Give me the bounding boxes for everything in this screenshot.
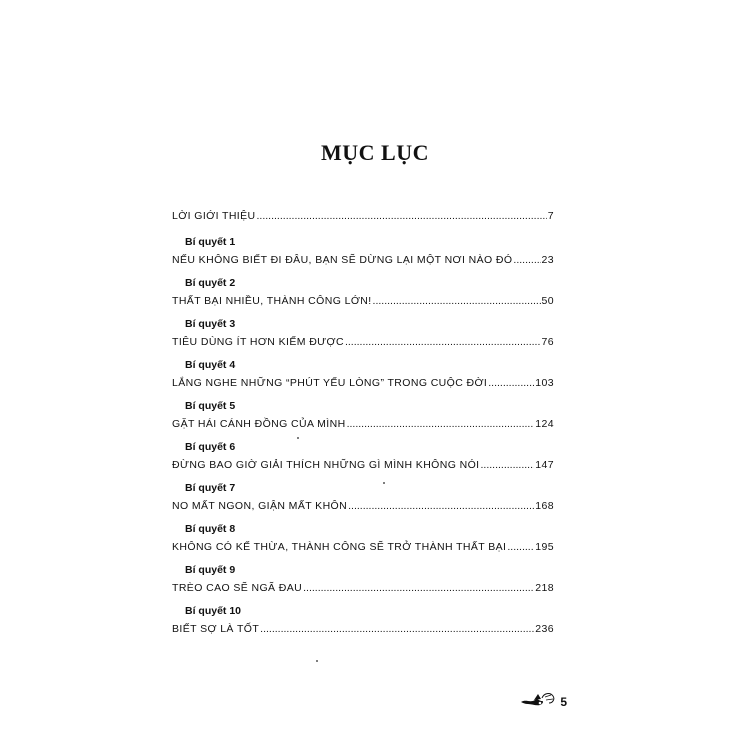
toc-entry-row[interactable]	[172, 252, 554, 268]
dot-leader	[488, 375, 534, 391]
toc-entry	[172, 318, 554, 350]
toc-entry-label: Bí quyết 10	[185, 605, 242, 617]
toc-intro-row[interactable]	[172, 208, 554, 224]
toc-entry-title: NO MẤT NGON, GIẬN MẤT KHÔN	[172, 500, 348, 512]
toc-entry-row[interactable]	[172, 621, 554, 637]
table-of-contents	[172, 208, 554, 646]
toc-entry	[172, 277, 554, 309]
toc-entry-row[interactable]	[172, 457, 554, 473]
toc-entry-title: KHÔNG CÓ KẾ THỪA, THÀNH CÔNG SẼ TRỞ THÀNH THẤT BẠI	[172, 541, 507, 553]
dot-leader	[257, 208, 547, 224]
toc-entry-title: NẾU KHÔNG BIẾT ĐI ĐÂU, BẠN SẼ DỪNG LẠI MỘT NƠI NÀO ĐÓ	[172, 254, 513, 266]
toc-entry-row[interactable]	[172, 580, 554, 596]
scan-speck	[316, 660, 318, 662]
toc-entry	[172, 523, 554, 555]
dot-leader	[507, 539, 534, 555]
toc-entry	[172, 359, 554, 391]
toc-entry-row[interactable]	[172, 375, 554, 391]
toc-entry-row[interactable]	[172, 416, 554, 432]
toc-entry-label: Bí quyết 3	[185, 318, 236, 330]
bird-ornament-icon	[520, 690, 558, 713]
toc-entry	[172, 441, 554, 473]
toc-entry-page: 103	[535, 377, 554, 389]
toc-entry-label: Bí quyết 5	[185, 400, 236, 412]
dot-leader	[480, 457, 534, 473]
dot-leader	[260, 621, 534, 637]
toc-entry	[172, 564, 554, 596]
toc-entry	[172, 236, 554, 268]
toc-entry-title: BIẾT SỢ LÀ TỐT	[172, 623, 260, 635]
dot-leader	[373, 293, 541, 309]
dot-leader	[348, 498, 534, 514]
dot-leader	[345, 334, 541, 350]
scan-speck	[383, 482, 385, 484]
dot-leader	[303, 580, 534, 596]
toc-entry-title: ĐỪNG BAO GIỜ GIẢI THÍCH NHỮNG GÌ MÌNH KHÔNG NÓI	[172, 459, 480, 471]
toc-entry-label: Bí quyết 2	[185, 277, 236, 289]
toc-entry-page: 124	[535, 418, 554, 430]
toc-entry-label: Bí quyết 1	[185, 236, 236, 248]
toc-entry-row[interactable]	[172, 498, 554, 514]
toc-entry-row[interactable]	[172, 293, 554, 309]
scan-speck	[297, 437, 299, 439]
toc-entry-row[interactable]	[172, 334, 554, 350]
toc-entry-page: 50	[541, 295, 554, 307]
page-number: 5	[560, 694, 567, 709]
dot-leader	[513, 252, 540, 268]
toc-entry	[172, 605, 554, 637]
toc-intro-title: LỜI GIỚI THIỆU	[172, 210, 256, 222]
toc-entries	[172, 236, 554, 637]
toc-entry-title: GẶT HÁI CÁNH ĐỒNG CỦA MÌNH	[172, 418, 346, 430]
toc-entry-page: 236	[535, 623, 554, 635]
toc-entry-label: Bí quyết 7	[185, 482, 236, 494]
toc-entry-label: Bí quyết 8	[185, 523, 236, 535]
toc-entry	[172, 400, 554, 432]
toc-entry-page: 218	[535, 582, 554, 594]
toc-entry-title: THẤT BẠI NHIỀU, THÀNH CÔNG LỚN!	[172, 295, 372, 307]
toc-entry-label: Bí quyết 6	[185, 441, 236, 453]
toc-entry-title: LẮNG NGHE NHỮNG “PHÚT YẾU LÒNG” TRONG CUỘC ĐỜI	[172, 377, 488, 389]
toc-entry-label: Bí quyết 9	[185, 564, 236, 576]
toc-entry-label: Bí quyết 4	[185, 359, 236, 371]
toc-entry-page: 76	[541, 336, 554, 348]
dot-leader	[347, 416, 535, 432]
toc-entry-row[interactable]	[172, 539, 554, 555]
toc-intro-page: 7	[547, 210, 554, 222]
toc-entry-title: TIÊU DÙNG ÍT HƠN KIẾM ĐƯỢC	[172, 336, 344, 348]
page-footer	[520, 690, 567, 713]
toc-entry-title: TRÈO CAO SẼ NGÃ ĐAU	[172, 582, 303, 594]
toc-entry-page: 168	[535, 500, 554, 512]
toc-entry	[172, 482, 554, 514]
toc-entry-page: 23	[541, 254, 554, 266]
toc-entry-page: 195	[535, 541, 554, 553]
toc-entry-page: 147	[535, 459, 554, 471]
page-title: MỤC LỤC	[321, 140, 429, 165]
